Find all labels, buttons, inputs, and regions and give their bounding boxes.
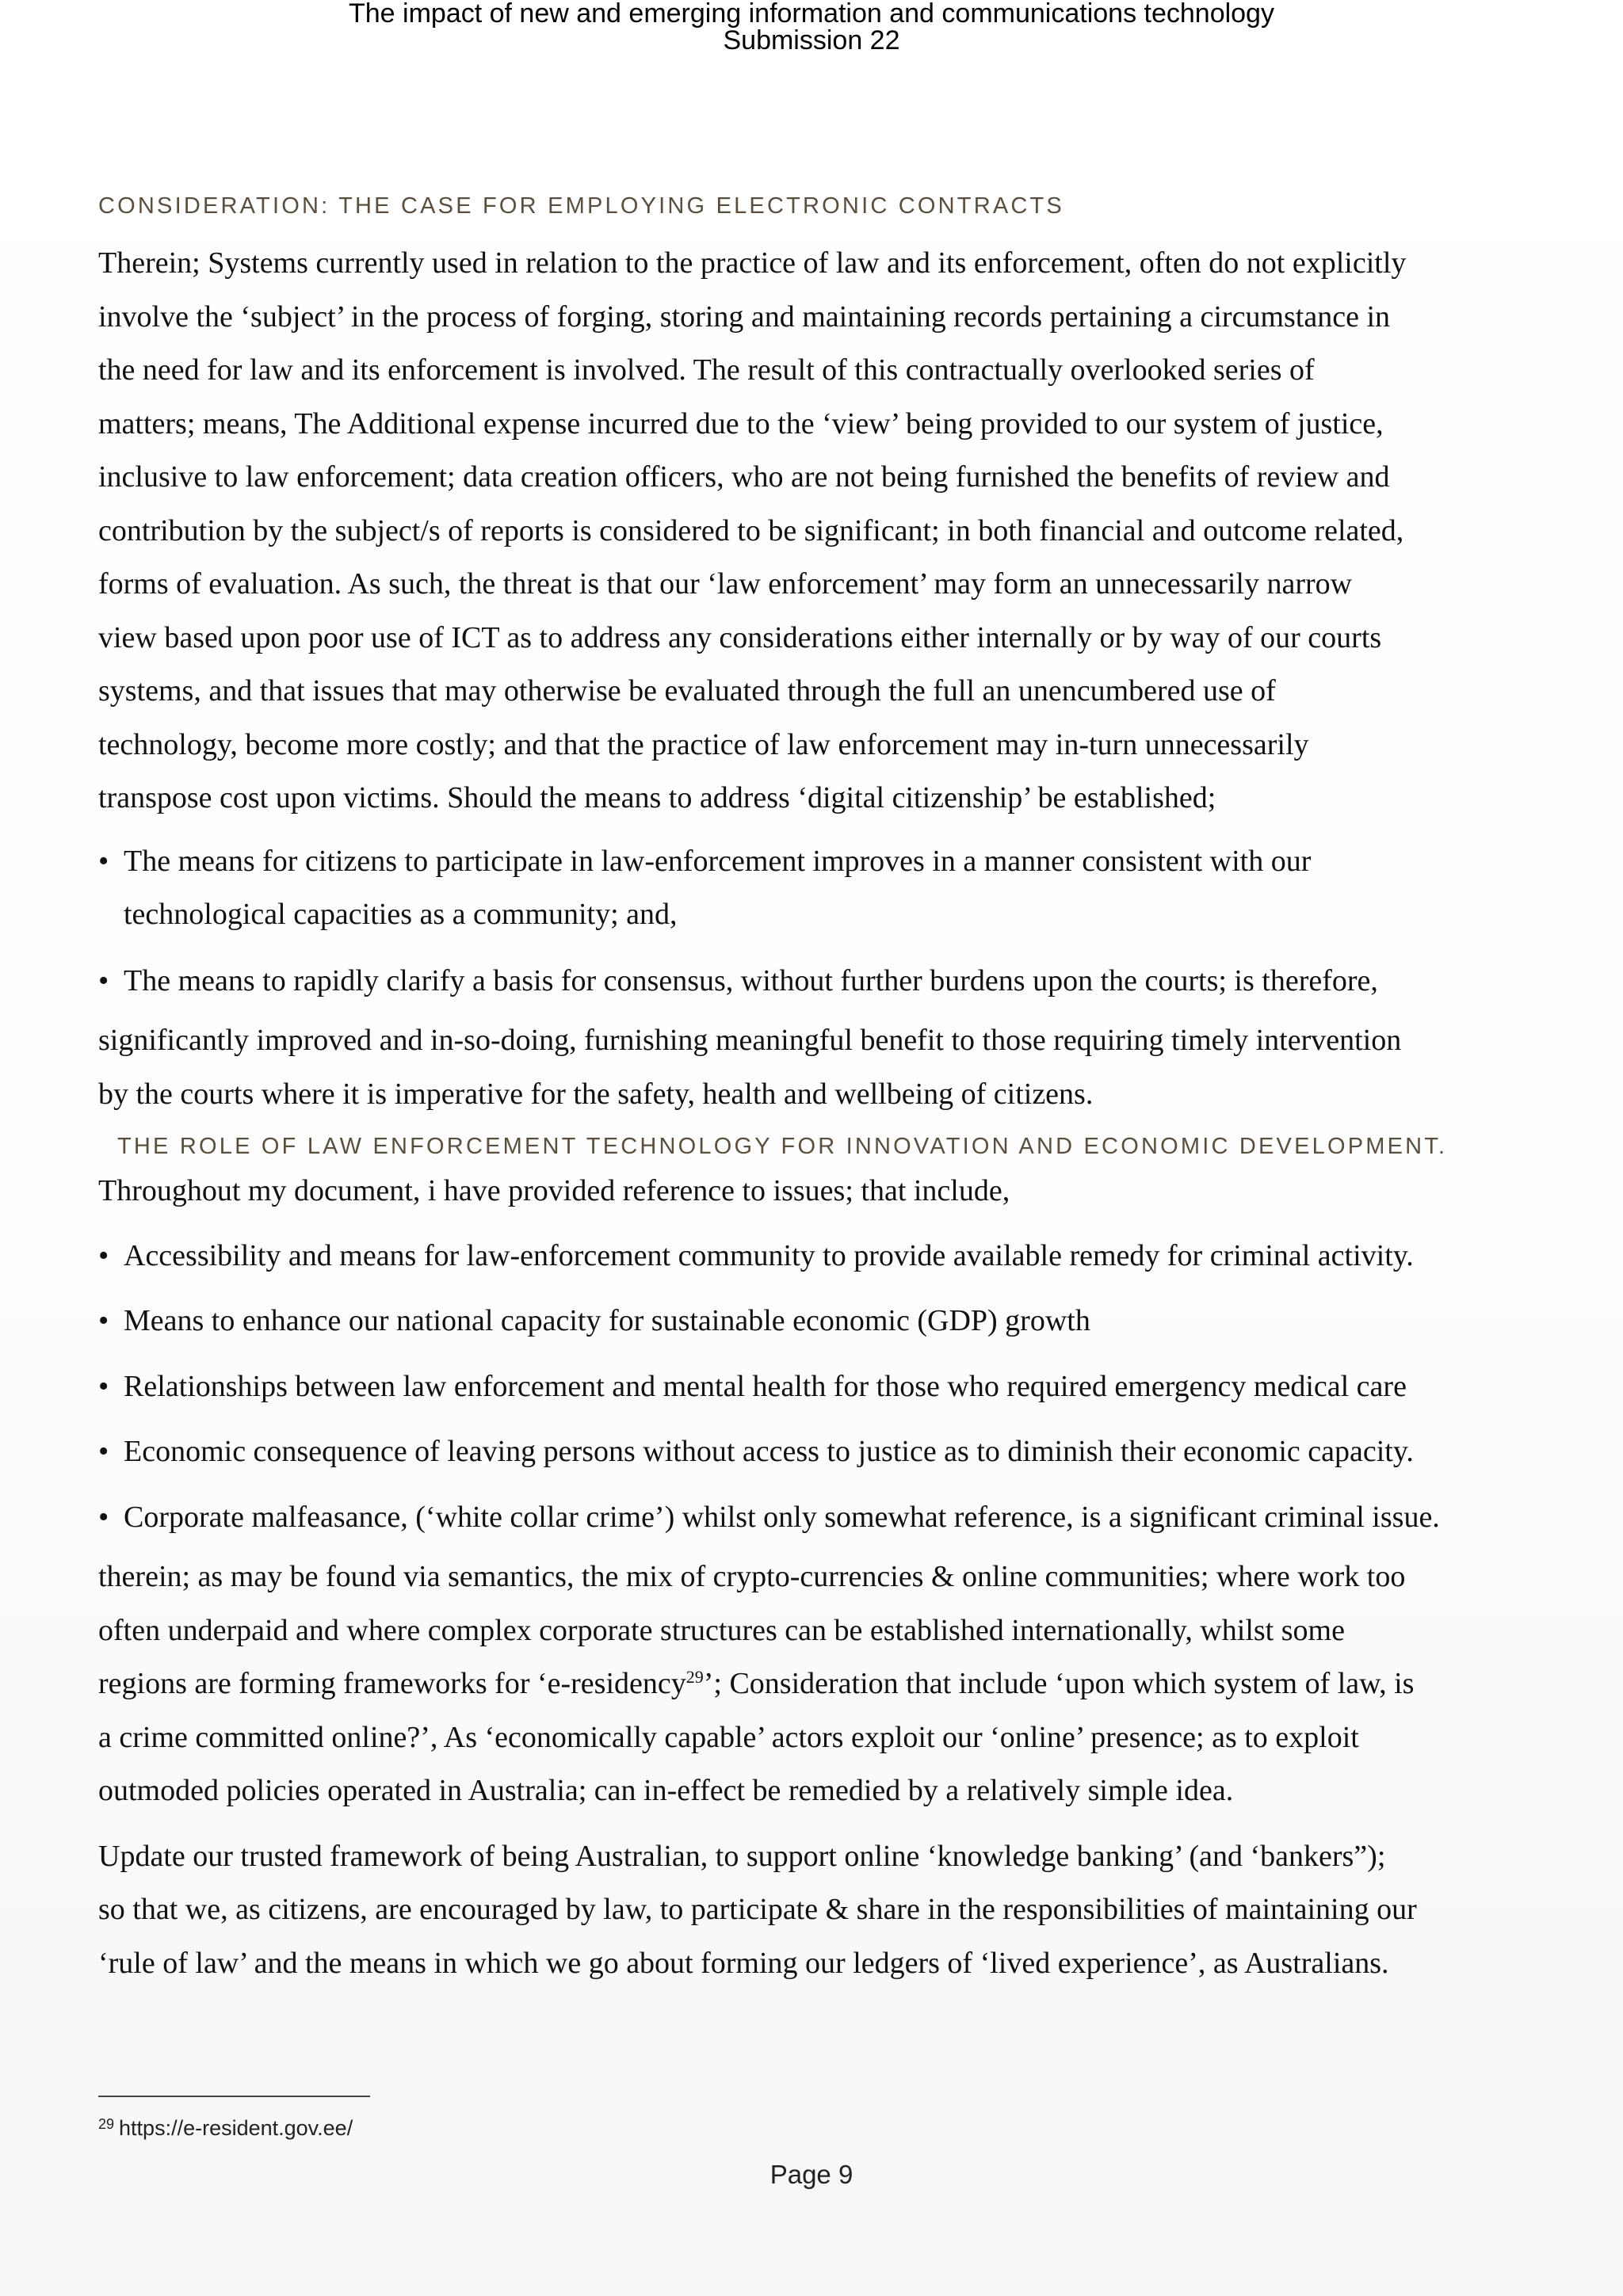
page-number: Page 9 — [769, 2160, 854, 2189]
footnote-number: 29 — [98, 2116, 115, 2132]
text-line: technological capacities as a community; and, — [124, 898, 678, 931]
text-line: so that we, as citizens, are encouraged by law, to participate & share in the responsibilities of maintaining our — [98, 1893, 1417, 1926]
list-item — [98, 1491, 1525, 1545]
text-line: by the courts where it is imperative for the safety, health and wellbeing of citizens. — [98, 1077, 1094, 1111]
header-submission: Submission 22 — [723, 25, 900, 55]
footnote-reference[interactable]: 29 — [685, 1667, 704, 1687]
list-item — [98, 1295, 1525, 1348]
text-fragment: ’; Consideration that include ‘upon which system of law, is — [703, 1667, 1415, 1700]
paragraph-electronic-contracts — [98, 237, 1525, 826]
footnote-divider — [98, 2096, 370, 2097]
text-line: significantly improved and in-so-doing, furnishing meaningful benefit to those requiring timely intervention — [98, 1024, 1402, 1057]
text-line: forms of evaluation. As such, the threat is that our ‘law enforcement’ may form an unnecessarily narrow — [98, 567, 1353, 601]
bullet-icon: • — [98, 1369, 109, 1403]
text-line: Corporate malfeasance, (‘white collar crime’) whilst only somewhat reference, is a significant criminal issue. — [124, 1500, 1440, 1534]
text-line: Therein; Systems currently used in relation to the practice of law and its enforcement, often do not explicitly — [98, 246, 1407, 280]
text-fragment: regions are forming frameworks for ‘e-residency — [98, 1667, 686, 1700]
text-line: Means to enhance our national capacity for sustainable economic (GDP) growth — [124, 1304, 1090, 1337]
text-line: Economic consequence of leaving persons without access to justice as to diminish their economic capacity. — [124, 1435, 1414, 1468]
paragraph-intro: Throughout my document, i have provided reference to issues; that include, — [98, 1174, 1010, 1207]
text-line: technology, become more costly; and that the practice of law enforcement may in-turn unnecessarily — [98, 727, 1309, 761]
list-item — [98, 1360, 1525, 1414]
text-line: The means for citizens to participate in law-enforcement improves in a manner consistent with our — [124, 844, 1312, 878]
footnote — [98, 2116, 353, 2141]
bullet-icon: • — [98, 963, 109, 997]
text-line: the need for law and its enforcement is involved. The result of this contractually overlooked series of — [98, 353, 1315, 387]
list-item — [98, 955, 1525, 1009]
section-heading-electronic-contracts: CONSIDERATION: THE CASE FOR EMPLOYING ELECTRONIC CONTRACTS — [98, 193, 1064, 219]
bullet-icon: • — [98, 1500, 109, 1534]
bullet-icon: • — [98, 1435, 109, 1468]
document-body — [98, 193, 1525, 1990]
text-line: systems, and that issues that may otherwise be evaluated through the full an unencumbered use of — [98, 674, 1276, 707]
text-line: contribution by the subject/s of reports is considered to be significant; in both financial and outcome related, — [98, 513, 1404, 547]
paragraph-crypto-e-residency — [98, 1550, 1525, 1818]
list-item — [98, 1230, 1525, 1283]
section-heading-law-enforcement-technology: THE ROLE OF LAW ENFORCEMENT TECHNOLOGY FOR INNOVATION AND ECONOMIC DEVELOPMENT. — [117, 1134, 1448, 1159]
text-line: ‘rule of law’ and the means in which we go about forming our ledgers of ‘lived experience’, as Australians. — [98, 1946, 1389, 1980]
text-line: therein; as may be found via semantics, the mix of crypto-currencies & online communities; where work too — [98, 1560, 1406, 1593]
bullet-icon: • — [98, 1238, 109, 1272]
bullet-icon: • — [98, 844, 109, 878]
paragraph-closing — [98, 1014, 1525, 1121]
submission-header — [0, 0, 1623, 54]
footnote-link[interactable]: https://e-resident.gov.ee/ — [119, 2116, 353, 2140]
header-title: The impact of new and emerging information and communications technology — [349, 0, 1274, 29]
text-line: The means to rapidly clarify a basis for consensus, without further burdens upon the courts; is therefore, — [124, 963, 1378, 997]
text-line: often underpaid and where complex corporate structures can be established internationally, whilst some — [98, 1613, 1345, 1647]
text-line: Accessibility and means for law-enforcement community to provide available remedy for criminal activity. — [124, 1238, 1414, 1272]
text-line: Relationships between law enforcement and mental health for those who required emergency medical care — [124, 1369, 1407, 1403]
text-line: involve the ‘subject’ in the process of forging, storing and maintaining records pertaining a circumstance in — [98, 299, 1391, 334]
bullet-icon: • — [98, 1304, 109, 1337]
list-item — [98, 1425, 1525, 1479]
text-line: matters; means, The Additional expense incurred due to the ‘view’ being provided to our system of justice, — [98, 406, 1384, 441]
text-line: view based upon poor use of ICT as to address any considerations either internally or by way of our courts — [98, 620, 1382, 654]
bullet-list-citizenship — [98, 835, 1525, 1009]
text-line: outmoded policies operated in Australia; can in-effect be remedied by a relatively simple idea. — [98, 1774, 1234, 1807]
text-line: inclusive to law enforcement; data creation officers, who are not being furnished the benefits of review and — [98, 460, 1390, 494]
text-line: Update our trusted framework of being Australian, to support online ‘knowledge banking’ (and ‘bankers”); — [98, 1839, 1386, 1873]
bullet-list-issues — [98, 1230, 1525, 1545]
text-line — [98, 1657, 1525, 1711]
text-line: transpose cost upon victims. Should the means to address ‘digital citizenship’ be established; — [98, 781, 1216, 814]
list-item — [98, 835, 1525, 942]
paragraph-knowledge-banking — [98, 1830, 1525, 1991]
text-line: a crime committed online?’, As ‘economically capable’ actors exploit our ‘online’ presence; as to exploit — [98, 1720, 1359, 1754]
